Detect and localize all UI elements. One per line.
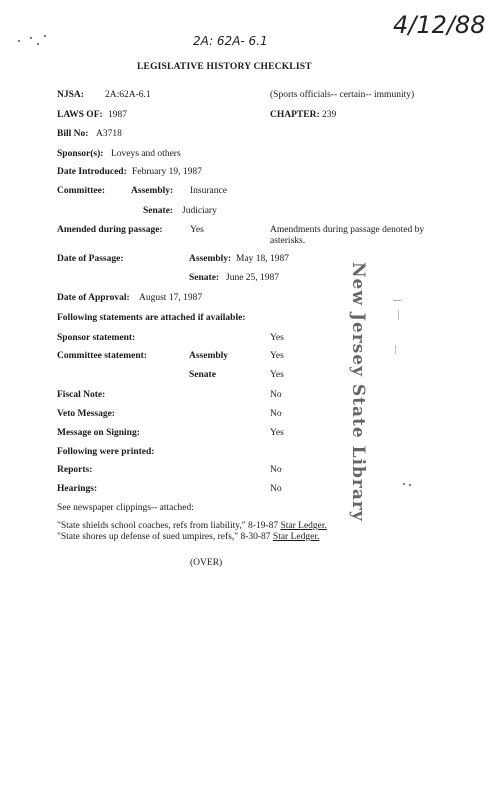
passage-assembly-value: May 18, 1987 bbox=[236, 254, 290, 264]
committee-senate-value: Judiciary bbox=[182, 206, 217, 216]
njsa-label: NJSA: bbox=[57, 90, 84, 100]
amended-label: Amended during passage: bbox=[57, 225, 163, 235]
committee-statement-senate-label: Senate bbox=[189, 370, 216, 380]
amended-note: Amendments during passage denoted by asterisks. bbox=[270, 225, 425, 246]
amended-value: Yes bbox=[190, 225, 204, 235]
committee-assembly-label: Assembly: bbox=[131, 186, 174, 196]
clipping-text: "State shores up defense of sued umpires, refs," 8-30-87 bbox=[57, 532, 271, 542]
sponsor-statement-value: Yes bbox=[270, 333, 284, 343]
laws-of-label: LAWS OF: bbox=[57, 110, 103, 120]
message-on-signing-value: Yes bbox=[270, 428, 284, 438]
sponsors-value: Loveys and others bbox=[111, 149, 181, 159]
clipping-line bbox=[57, 521, 327, 532]
hearings-value: No bbox=[270, 484, 282, 494]
over-note: (OVER) bbox=[190, 558, 223, 568]
chapter-label: CHAPTER: bbox=[270, 110, 320, 120]
committee-assembly-value: Insurance bbox=[190, 186, 227, 196]
clipping-source: Star Ledger. bbox=[280, 521, 327, 531]
statements-heading: Following statements are attached if available: bbox=[57, 313, 246, 323]
laws-of-value: 1987 bbox=[108, 110, 127, 120]
passage-senate-label: Senate: bbox=[189, 273, 220, 283]
committee-statement-assembly-label: Assembly bbox=[189, 351, 229, 361]
clipping-text: "State shields school coaches, refs from liability," 8-19-87 bbox=[57, 521, 279, 531]
library-stamp-text: New Jersey State Library bbox=[348, 262, 368, 522]
clipping-line bbox=[57, 532, 319, 543]
date-introduced-label: Date Introduced: bbox=[57, 167, 127, 177]
handwritten-date: 4/12/88 bbox=[393, 11, 486, 39]
passage-senate-value: June 25, 1987 bbox=[226, 273, 280, 283]
committee-label: Committee: bbox=[57, 186, 106, 196]
library-stamp bbox=[344, 262, 372, 522]
sponsors-label: Sponsor(s): bbox=[57, 149, 104, 159]
page-title: LEGISLATIVE HISTORY CHECKLIST bbox=[137, 62, 312, 72]
hearings-label: Hearings: bbox=[57, 484, 98, 494]
clipping-source: Star Ledger. bbox=[272, 532, 320, 542]
committee-statement-assembly-value: Yes bbox=[270, 351, 284, 361]
message-on-signing-label: Message on Signing: bbox=[57, 428, 140, 438]
njsa-value: 2A:62A-6.1 bbox=[105, 90, 151, 100]
sponsor-statement-label: Sponsor statement: bbox=[57, 333, 136, 343]
printed-heading: Following were printed: bbox=[57, 447, 155, 457]
committee-statement-senate-value: Yes bbox=[270, 370, 284, 380]
clippings-heading: See newspaper clippings-- attached: bbox=[57, 503, 194, 513]
reports-value: No bbox=[270, 465, 282, 475]
committee-statement-label: Committee statement: bbox=[57, 351, 147, 361]
date-of-approval-label: Date of Approval: bbox=[57, 293, 130, 303]
veto-message-label: Veto Message: bbox=[57, 409, 115, 419]
date-of-approval-value: August 17, 1987 bbox=[139, 293, 203, 303]
chapter-value: 239 bbox=[322, 110, 337, 120]
njsa-note: (Sports officials-- certain-- immunity) bbox=[270, 90, 415, 100]
date-introduced-value: February 19, 1987 bbox=[132, 167, 202, 177]
handwritten-statute: 2A: 62A- 6.1 bbox=[193, 34, 268, 48]
date-of-passage-label: Date of Passage: bbox=[57, 254, 124, 264]
reports-label: Reports: bbox=[57, 465, 93, 475]
bill-no-label: Bill No: bbox=[57, 129, 89, 139]
bill-no-value: A3718 bbox=[96, 129, 122, 139]
passage-assembly-label: Assembly: bbox=[189, 254, 232, 264]
fiscal-note-label: Fiscal Note: bbox=[57, 390, 106, 400]
fiscal-note-value: No bbox=[270, 390, 282, 400]
veto-message-value: No bbox=[270, 409, 282, 419]
committee-senate-label: Senate: bbox=[143, 206, 174, 216]
